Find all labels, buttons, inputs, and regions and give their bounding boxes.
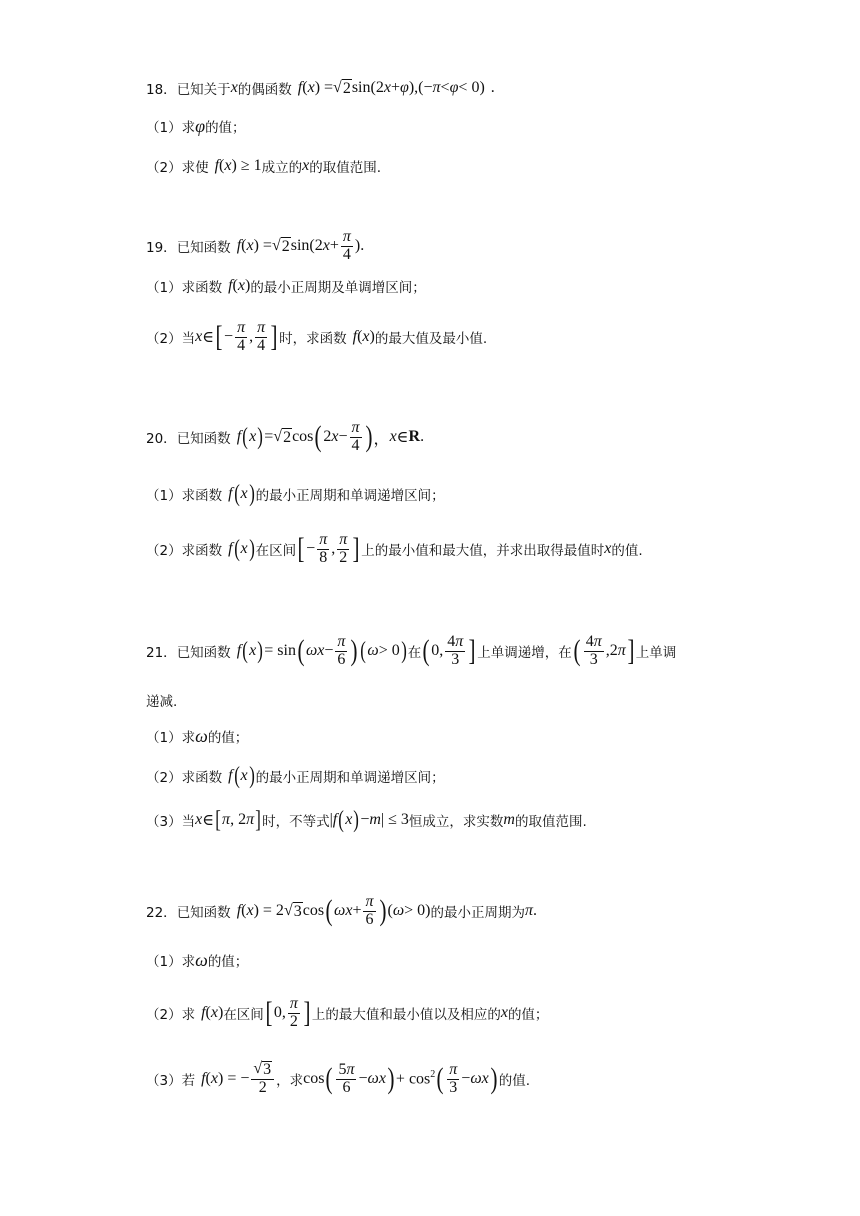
question-text: 的取值范围.: [309, 160, 381, 176]
stem-text: 上单调: [635, 645, 677, 661]
question-text: 的最小正周期及单调增区间；: [250, 280, 426, 296]
question-text: 成立的: [261, 160, 303, 176]
problem-number: 22．: [146, 905, 177, 921]
question-text: 的最大值及最小值.: [374, 331, 488, 347]
stem-text: 上单调递增，在: [477, 645, 572, 661]
question-text: 求函数: [181, 543, 223, 559]
problem-number: 20．: [146, 431, 177, 447]
question-text: 的值；: [205, 120, 246, 136]
question-text: 求函数: [181, 770, 223, 786]
stem-text: 已知函数: [176, 645, 231, 661]
stem-text: 在: [407, 645, 422, 661]
stem-text: 的偶函数: [237, 82, 292, 98]
question-label: （1）: [146, 488, 182, 504]
question-label: （2）: [146, 770, 182, 786]
problem-18-stem: 18． 已知关于 x 的偶函数 f ( x ) = √ 2 sin(2 x + φ ),(− π < φ < 0) .: [146, 78, 495, 98]
question-text: 在区间: [223, 1007, 264, 1023]
question-text: 当: [181, 814, 196, 830]
question-text: 的值；: [207, 730, 249, 746]
problem-21-stem-cont: [146, 680, 177, 720]
stem-text: 已知函数: [176, 240, 231, 256]
problem-21-q3: （3） 当 x ∈ [ π , 2 π ] 时，不等式 | f ( x ) − m | ≤ 3 恒成立，求实数 m 的取值范围.: [146, 807, 587, 833]
stem-period: .: [490, 79, 495, 96]
problem-19-stem: 19． 已知函数 f ( x ) = √ 2 sin(2 x + $\frac{\pi}{4}$ ) .: [146, 227, 365, 263]
question-label: （1）: [146, 954, 182, 970]
problem-20-stem: 20． 已知函数 f ( x ) = √ 2 cos ( 2 x − $\frac{\pi}{4}$ ) ， x ∈ R .: [146, 418, 425, 454]
question-label: （1）: [146, 120, 182, 136]
question-text: 求: [181, 1007, 196, 1023]
question-text: 求: [181, 954, 196, 970]
stem-text: 的最小正周期为: [430, 905, 525, 921]
question-label: （3）: [146, 1073, 182, 1089]
question-text: 求函数: [181, 488, 223, 504]
problem-20-q2: （2） 求函数 f ( x ) 在区间 [ − $\frac{\pi}{8}$ , $\frac{\pi}{2}$ ] 上的最小值和最大值，并求出取得最值时 x 的值.: [146, 530, 643, 566]
question-label: （2）: [146, 1007, 182, 1023]
problem-21-q1: （1） 求 ω 的值；: [146, 725, 249, 746]
problem-19-q1: （1） 求函数 f ( x ) 的最小正周期及单调增区间；: [146, 277, 426, 296]
question-label: （1）: [146, 280, 182, 296]
question-text: 求: [181, 120, 196, 136]
question-text: ，求: [276, 1073, 304, 1089]
question-label: （1）: [146, 730, 182, 746]
stem-text: 已知函数: [176, 431, 231, 447]
problem-18-q1: （1） 求 φ 的值；: [146, 115, 246, 136]
problem-21-q2: （2） 求函数 f ( x ) 的最小正周期和单调递增区间；: [146, 763, 445, 789]
stem-formula: f: [297, 79, 303, 96]
question-text: 的取值范围.: [514, 814, 587, 830]
problem-22-stem: 22． 已知函数 f ( x ) = 2 √ 3 cos ( ωx + $\frac{\pi}{6}$ ) ( ω > 0) 的最小正周期为 π .: [146, 892, 537, 928]
question-text: 在区间: [255, 543, 297, 559]
question-text: 的值；: [207, 954, 249, 970]
question-text: 的值.: [498, 1073, 531, 1089]
problem-20-q1: （1） 求函数 f ( x ) 的最小正周期和单调递增区间；: [146, 481, 445, 507]
question-text: 的最小正周期和单调递增区间；: [255, 770, 445, 786]
question-text: 求函数: [181, 280, 223, 296]
stem-text: 已知关于: [176, 82, 231, 98]
question-text: 时，不等式: [262, 814, 330, 830]
problem-18-q2: （2） 求使 f ( x ) ≥ 1 成立的 x 的取值范围.: [146, 157, 381, 176]
problem-19-q2: （2） 当 x ∈ [ − $\frac{\pi}{4}$ , $\frac{\pi}{4}$ ] 时，求函数 f ( x ) 的最大值及最小值.: [146, 318, 488, 354]
question-text: 的值；: [507, 1007, 549, 1023]
question-label: （2）: [146, 160, 182, 176]
question-text: 的值.: [611, 543, 643, 559]
problem-number: 18．: [146, 82, 177, 98]
problem-number: 19．: [146, 240, 177, 256]
stem-period: .: [420, 428, 425, 445]
stem-period: .: [360, 237, 365, 254]
question-text: 求使: [181, 160, 209, 176]
problem-22-q3: （3） 若 f ( x ) = − √ 3 2 ，求 cos ( $\frac{5\pi}{6}$ − ωx ) + $\cos^2$ ( $\frac{\pi}{3}$ − ωx ) 的值.: [146, 1060, 531, 1096]
stem-period: .: [533, 902, 537, 919]
question-text: 上的最大值和最小值以及相应的: [311, 1007, 501, 1023]
question-text: 当: [181, 331, 196, 347]
question-text: 恒成立，求实数: [408, 814, 504, 830]
question-label: （3）: [146, 814, 182, 830]
stem-text: 已知函数: [176, 905, 231, 921]
stem-text: 递减.: [146, 694, 178, 710]
question-label: （2）: [146, 543, 182, 559]
problem-21-stem: 21． 已知函数 f ( x ) = sin ( ωx − $\frac{\pi}{6}$ ) ( ω > 0 ) 在 ( 0, $\frac{4\pi}{3}$ ] 上单调递增，在 ( $\frac{4\pi}{3}$ ,2 π ] 上单调: [146, 632, 677, 668]
question-label: （2）: [146, 331, 182, 347]
math-var: x: [230, 79, 238, 96]
question-text: 若: [181, 1073, 196, 1089]
question-text: 的最小正周期和单调递增区间；: [255, 488, 445, 504]
problem-22-q2: （2） 求 f ( x ) 在区间 [ 0, $\frac{\pi}{2}$ ] 上的最大值和最小值以及相应的 x 的值；: [146, 994, 549, 1030]
question-text: 时，求函数: [279, 331, 347, 347]
question-text: 上的最小值和最大值，并求出取得最值时: [361, 543, 605, 559]
problem-22-q1: （1） 求 ω 的值；: [146, 949, 249, 970]
question-text: 求: [181, 730, 196, 746]
problem-number: 21．: [146, 645, 177, 661]
